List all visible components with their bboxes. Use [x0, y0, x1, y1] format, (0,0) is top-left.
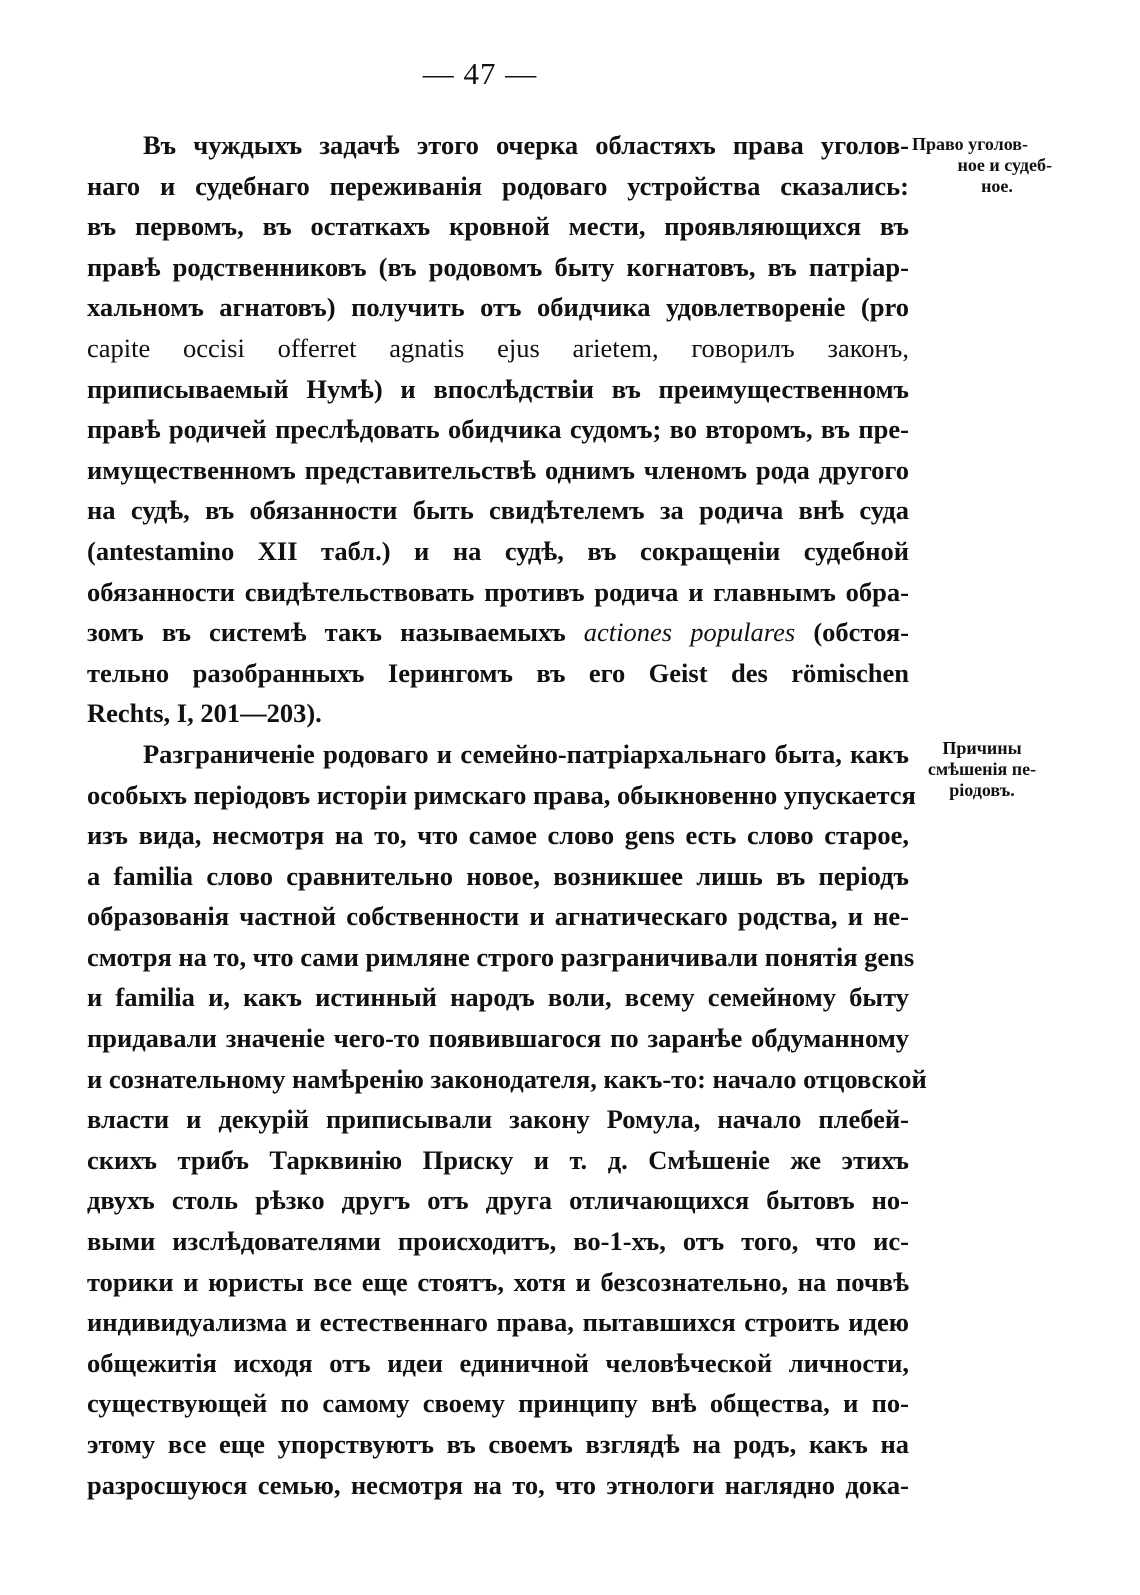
text-line: приписываемый Нумѣ) и впослѣдствіи въ преимущественномъ — [87, 373, 909, 404]
text-line: общежитія исходя отъ идеи единичной человѣческой личности, — [87, 1347, 909, 1378]
text-line: особыхъ періодовъ исторіи римскаго права, обыкновенно упускается — [87, 779, 916, 810]
text-line: правѣ родичей преслѣдовать обидчика судомъ; во второмъ, въ пре- — [87, 414, 909, 445]
text-line: наго и судебнаго переживанія родоваго устройства сказались: — [87, 170, 909, 201]
text-line: изъ вида, несмотря на то, что самое слово gens есть слово старое, — [87, 820, 909, 851]
text-line: хальномъ агнатовъ) получить отъ обидчика удовлетвореніе (pro — [87, 292, 909, 323]
text-line: Разграниченіе родоваго и семейно-патріархальнаго быта, какъ — [143, 738, 909, 769]
margin-note-line: Причины — [942, 738, 1022, 758]
margin-note-line: смѣшенія пе- — [927, 759, 1037, 779]
text-line: capite occisi offerret agnatis ejus arietem, говорилъ законъ, — [87, 332, 909, 363]
text-line: Въ чуждыхъ задачѣ этого очерка областяхъ права уголов- — [143, 130, 909, 160]
page-number: — 47 — — [422, 56, 538, 91]
text-line: правѣ родственниковъ (въ родовомъ быту когнатовъ, въ патріар- — [87, 251, 909, 282]
text-line: и сознательному намѣренію законодателя, какъ-то: начало отцовской — [87, 1063, 927, 1094]
margin-note-line: ное и судеб- — [957, 155, 1052, 175]
text-span: зомъ въ системѣ такъ называемыхъ — [87, 617, 584, 648]
text-line: власти и декурій приписывали закону Ромула, начало плебей- — [87, 1104, 909, 1135]
text-line-mixed — [87, 612, 909, 653]
text-line: скихъ трибъ Тарквинію Приску и т. д. Смѣшеніе же этихъ — [87, 1144, 909, 1175]
text-line: торики и юристы все еще стоятъ, хотя и безсознательно, на почвѣ — [87, 1266, 909, 1297]
text-line: этому все еще упорствуютъ въ своемъ взглядѣ на родъ, какъ на — [87, 1429, 909, 1459]
text-line: индивидуализма и естественнаго права, пытавшихся строить идею — [87, 1307, 909, 1338]
text-line: выми изслѣдователями происходитъ, во-1-хъ, отъ того, что ис- — [87, 1226, 909, 1257]
text-line: образованія частной собственности и агнатическаго родства, и не- — [87, 901, 909, 932]
text-line: въ первомъ, въ остаткахъ кровной мести, проявляющихся въ — [87, 211, 909, 242]
margin-note-criminal-law — [912, 134, 1052, 197]
text-line: обязанности свидѣтельствовать противъ родича и главнымъ обра- — [87, 576, 909, 607]
text-line: и familia и, какъ истинный народъ воли, всему семейному быту — [87, 982, 909, 1013]
text-line: а familia слово сравнительно новое, возникшее лишь въ періодъ — [87, 860, 909, 891]
italic-phrase: actiones populares — [583, 617, 796, 648]
text-line: смотря на то, что сами римляне строго разграничивали понятія gens — [87, 941, 915, 972]
text-line: тельно разобранныхъ Іерингомъ въ его Geist des römischen — [87, 657, 909, 688]
text-line: (antestamino XII табл.) и на судѣ, въ сокращеніи судебной — [87, 535, 909, 566]
text-line: разросшуюся семью, несмотря на то, что этнологи наглядно дока- — [87, 1469, 909, 1500]
text-line: придавали значеніе чего-то появившагося по заранѣе обдуманному — [87, 1023, 909, 1054]
paragraph-1 — [87, 125, 909, 734]
text-line: двухъ столь рѣзко другъ отъ друга отличающихся бытовъ но- — [87, 1185, 909, 1216]
main-text — [87, 125, 927, 1505]
paragraph-2 — [87, 734, 927, 1505]
margin-note-line: ріодовъ. — [949, 780, 1015, 800]
margin-note-line: ное. — [981, 176, 1013, 196]
text-line: Rechts, I, 201—203). — [87, 698, 322, 729]
margin-note-causes — [912, 738, 1052, 801]
text-line: на судѣ, въ обязанности быть свидѣтелемъ за родича внѣ суда — [87, 495, 909, 526]
text-line: существующей по самому своему принципу внѣ общества, и по- — [87, 1388, 909, 1419]
text-span: (обстоя- — [795, 617, 909, 648]
margin-note-line: Право уголов- — [912, 134, 1028, 154]
text-line: имущественномъ представительствѣ однимъ членомъ рода другого — [87, 454, 909, 485]
